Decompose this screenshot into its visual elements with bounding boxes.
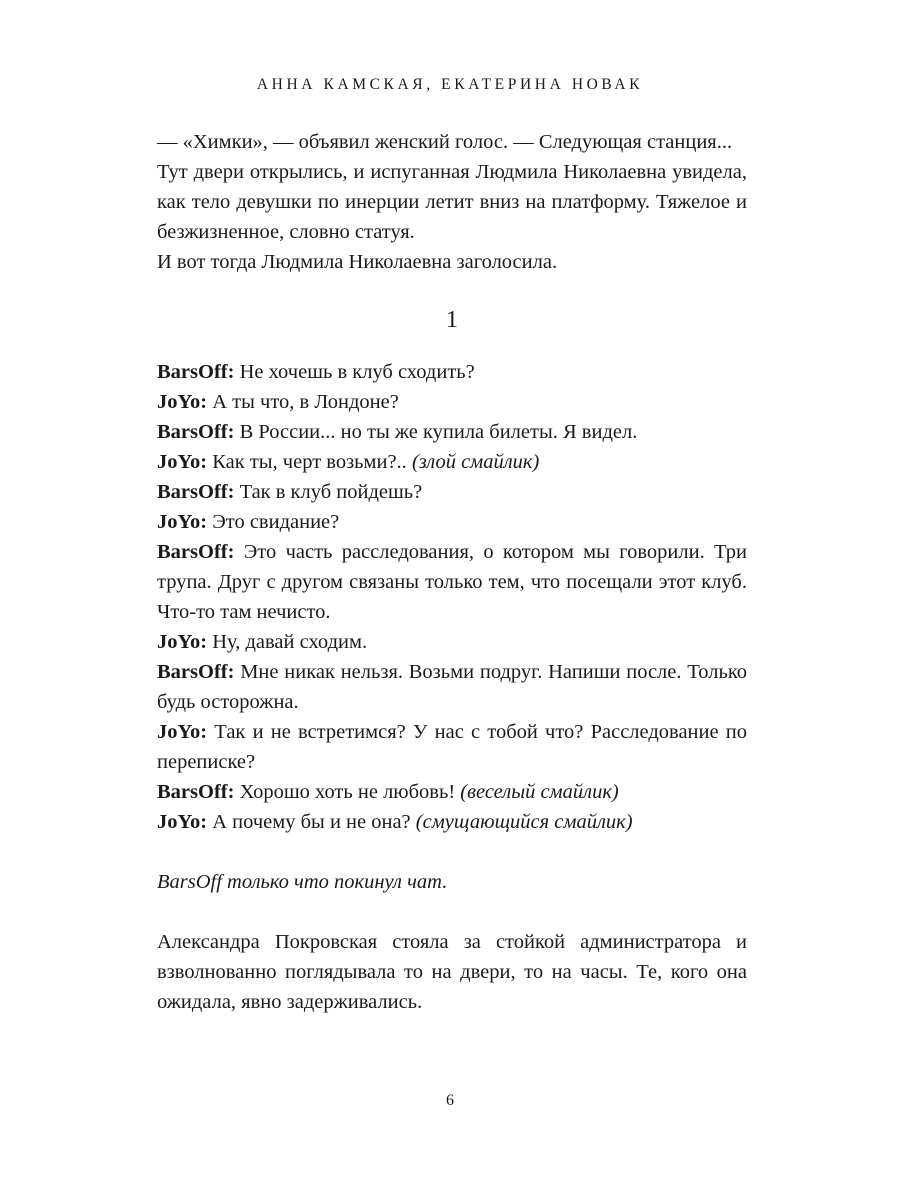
chat-line: [157, 417, 747, 447]
chat-speaker: JoYo:: [157, 721, 208, 743]
chat-speaker: JoYo:: [157, 631, 208, 653]
chat-text: Так в клуб пойдешь?: [234, 481, 423, 503]
chat-text: Это свидание?: [207, 511, 340, 533]
chat-line: [157, 477, 747, 507]
page-number: 6: [446, 1092, 454, 1109]
chat-status-line: [157, 867, 747, 897]
spacer: [157, 897, 747, 927]
chat-line: [157, 657, 747, 717]
chat-speaker: BarsOff:: [157, 481, 235, 503]
paragraph: Тут двери открылись, и испуганная Людмила Николаевна увидела, как тело девушки по инерции летит вниз на платформу. Тяжелое и безжизненное, словно статуя.: [157, 161, 747, 243]
running-header: АННА КАМСКАЯ, ЕКАТЕРИНА НОВАК: [256, 76, 644, 93]
paragraph: — «Химки», — объявил женский голос. — Следующая станция...: [157, 131, 733, 153]
chat-text: Мне никак нельзя. Возьми подруг. Напиши после. Только будь осторожна.: [157, 661, 747, 713]
chat-line: [157, 627, 747, 657]
chat-text: Как ты, черт возьми?..: [207, 451, 412, 473]
chat-left-notice: BarsOff только что покинул чат.: [157, 871, 448, 893]
chat-line: [157, 447, 747, 477]
chat-speaker: JoYo:: [157, 391, 208, 413]
chat-text: Не хочешь в клуб сходить?: [234, 361, 475, 383]
chat-speaker: BarsOff:: [157, 421, 235, 443]
chat-speaker: JoYo:: [157, 451, 208, 473]
chat-text: А ты что, в Лондоне?: [207, 391, 399, 413]
chat-text: Так и не встретимся? У нас с тобой что? Расследование по переписке?: [157, 721, 747, 773]
chat-text: В России... но ты же купила билеты. Я видел.: [234, 421, 638, 443]
chat-speaker: JoYo:: [157, 811, 208, 833]
chat-speaker: BarsOff:: [157, 661, 235, 683]
paragraph: И вот тогда Людмила Николаевна заголосила.: [157, 251, 558, 273]
chat-speaker: BarsOff:: [157, 541, 235, 563]
chat-speaker: JoYo:: [157, 511, 208, 533]
chapter-number: 1: [446, 307, 458, 333]
chat-text: Ну, давай сходим.: [207, 631, 368, 653]
paragraph: Александра Покровская стояла за стойкой администратора и взволнованно поглядывала то на двери, то на часы. Те, кого она ожидала, явно задерживались.: [157, 931, 747, 1013]
chat-emoticon-note: (смущающийся смайлик): [415, 811, 633, 833]
chat-text: Это часть расследования, о котором мы говорили. Три трупа. Друг с другом связаны только тем, что посещали этот клуб. Что-то там нечисто.: [157, 541, 747, 623]
chat-line: [157, 357, 747, 387]
chat-text: Хорошо хоть не любовь!: [234, 781, 461, 803]
chat-line: [157, 777, 747, 807]
chat-speaker: BarsOff:: [157, 781, 235, 803]
chat-line: [157, 717, 747, 777]
page-body: [157, 127, 747, 1017]
chat-text: А почему бы и не она?: [207, 811, 416, 833]
spacer: [157, 837, 747, 867]
chat-line: [157, 507, 747, 537]
chat-line: [157, 537, 747, 627]
chat-speaker: BarsOff:: [157, 361, 235, 383]
chat-emoticon-note: (злой смайлик): [411, 451, 540, 473]
chat-emoticon-note: (веселый смайлик): [460, 781, 619, 803]
chat-line: [157, 387, 747, 417]
chat-line: [157, 807, 747, 837]
